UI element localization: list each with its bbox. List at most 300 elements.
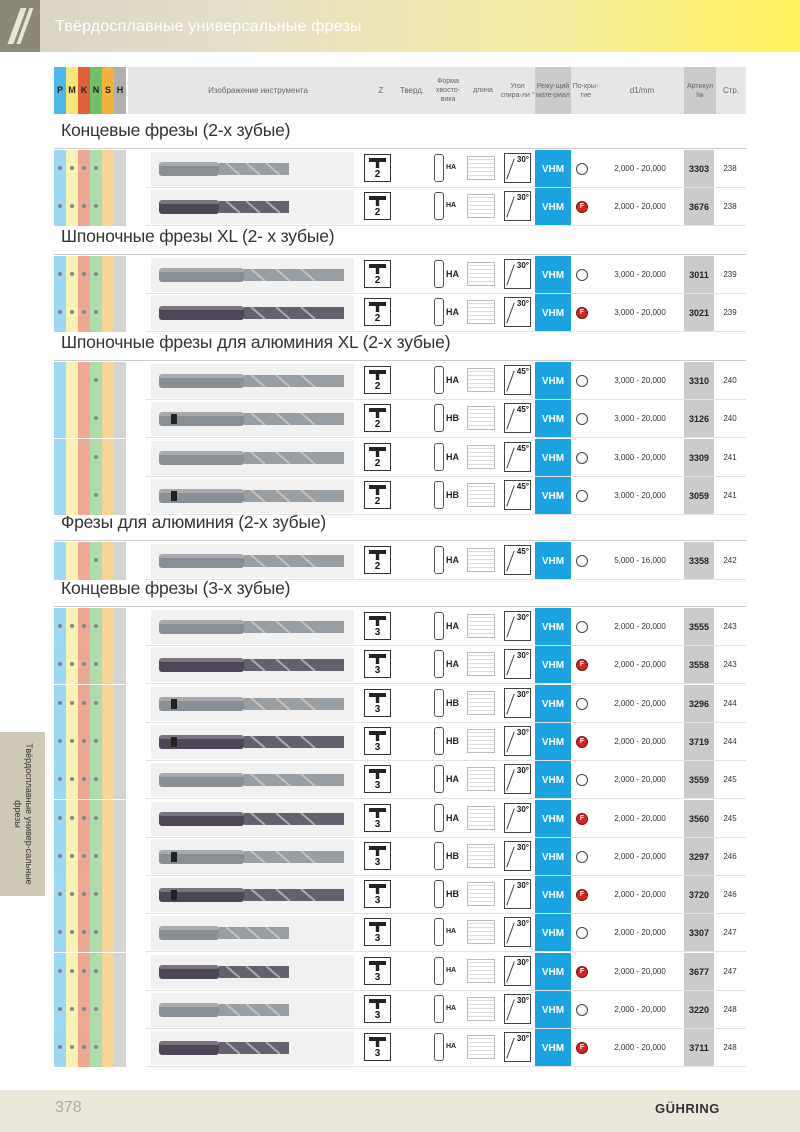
article-number[interactable]: 3126 (684, 400, 714, 438)
suitability-dot-icon (58, 816, 62, 820)
material-cell (114, 838, 126, 876)
page-reference[interactable]: 241 (723, 453, 737, 462)
material-cell (54, 608, 66, 646)
material-cell (66, 400, 78, 438)
material-cell (102, 400, 114, 438)
tool-row[interactable] (54, 256, 746, 294)
cutting-material-badge: VHM (535, 294, 571, 332)
article-number[interactable]: 3011 (684, 256, 714, 294)
suitability-dot-icon (94, 892, 98, 896)
section-divider (54, 254, 746, 255)
cutting-material-badge: VHM (535, 362, 571, 400)
suitability-dot-icon (94, 701, 98, 705)
suitability-dot-icon (58, 1045, 62, 1049)
material-cell (78, 838, 90, 876)
cutting-material-badge: VHM (535, 800, 571, 838)
material-cell (54, 723, 66, 761)
diameter-range: 3,000 - 20,000 (614, 491, 666, 500)
shank-form-icon: HA (434, 298, 466, 326)
suitability-dot-icon (94, 777, 98, 781)
teeth-icon: 2 (364, 443, 391, 471)
page-reference[interactable]: 247 (723, 967, 737, 976)
material-cell (90, 188, 102, 226)
tool-image (151, 1031, 354, 1065)
coating-icon (576, 490, 588, 502)
tool-image (151, 878, 354, 912)
article-number[interactable]: 3303 (684, 150, 714, 188)
material-cell (54, 542, 66, 580)
article-number[interactable]: 3059 (684, 477, 714, 515)
shank-form-icon: HB (434, 880, 466, 908)
material-cell (78, 953, 90, 991)
suitability-dot-icon (82, 310, 86, 314)
section-title: Концевые фрезы (2-х зубые) (61, 120, 291, 140)
length-icon (467, 548, 495, 572)
suitability-dot-icon (82, 204, 86, 208)
diameter-range: 3,000 - 20,000 (614, 414, 666, 423)
tool-row[interactable] (54, 294, 746, 332)
article-number[interactable]: 3021 (684, 294, 714, 332)
material-cell (90, 723, 102, 761)
page-reference[interactable]: 240 (723, 414, 737, 423)
row-divider (146, 951, 746, 952)
material-cell (114, 723, 126, 761)
page-reference[interactable]: 241 (723, 491, 737, 500)
suitability-dot-icon (58, 854, 62, 858)
row-divider (146, 1066, 746, 1067)
tool-image (151, 955, 354, 989)
material-cell (90, 991, 102, 1029)
article-number[interactable]: 3719 (684, 723, 714, 761)
tool-row[interactable] (54, 646, 746, 684)
cutting-material-badge: VHM (535, 150, 571, 188)
section-divider (54, 148, 746, 149)
material-cell (102, 294, 114, 332)
helix-angle-icon: 45° (504, 442, 531, 472)
image-header: Изображение инструмента (148, 67, 368, 114)
column-header (54, 67, 746, 114)
helix-angle-icon: 30° (504, 879, 531, 909)
suitability-dot-icon (94, 854, 98, 858)
teeth-icon: 3 (364, 689, 391, 717)
length-icon (467, 997, 495, 1021)
suitability-dot-icon (94, 204, 98, 208)
material-cell (102, 188, 114, 226)
page-reference[interactable]: 243 (723, 660, 737, 669)
suitability-dot-icon (70, 204, 74, 208)
cutting-material-badge: VHM (535, 608, 571, 646)
article-number[interactable]: 3711 (684, 1029, 714, 1067)
cutting-material-badge: VHM (535, 1029, 571, 1067)
article-number[interactable]: 3296 (684, 685, 714, 723)
article-number[interactable]: 3555 (684, 608, 714, 646)
material-cell (114, 294, 126, 332)
tool-row[interactable] (54, 150, 746, 188)
material-cell (54, 150, 66, 188)
length-icon (467, 844, 495, 868)
material-cell (102, 256, 114, 294)
page-reference[interactable]: 243 (723, 622, 737, 631)
material-cell (66, 188, 78, 226)
cutting-material-badge: VHM (535, 400, 571, 438)
length-icon (467, 368, 495, 392)
tool-image (151, 544, 354, 578)
tool-image (151, 687, 354, 721)
coating-icon (576, 269, 588, 281)
teeth-icon: 2 (364, 546, 391, 574)
article-header: Артикул № (684, 67, 716, 114)
shank-form-icon: HA (434, 154, 466, 182)
material-cell (66, 1029, 78, 1067)
diameter-range: 2,000 - 20,000 (614, 852, 666, 861)
material-cell (54, 761, 66, 799)
suitability-dot-icon (82, 816, 86, 820)
material-cell (66, 761, 78, 799)
article-number[interactable]: 3559 (684, 761, 714, 799)
material-cell (78, 439, 90, 477)
material-cell (78, 685, 90, 723)
page-number: 378 (55, 1099, 82, 1116)
article-number[interactable]: 3676 (684, 188, 714, 226)
material-cell (90, 400, 102, 438)
article-number[interactable]: 3307 (684, 914, 714, 952)
tool-row[interactable] (54, 761, 746, 799)
section-title: Шпоночные фрезы для алюминия XL (2-х зубые) (61, 332, 451, 352)
tool-row[interactable] (54, 723, 746, 761)
tool-row[interactable] (54, 608, 746, 646)
material-cell (102, 800, 114, 838)
page-reference[interactable]: 248 (723, 1043, 737, 1052)
suitability-dot-icon (82, 930, 86, 934)
teeth-icon: 3 (364, 765, 391, 793)
helix-angle-icon: 30° (504, 917, 531, 947)
material-cell (114, 685, 126, 723)
suitability-dot-icon (70, 854, 74, 858)
suitability-dot-icon (94, 455, 98, 459)
tool-row[interactable] (54, 542, 746, 580)
material-cell (78, 723, 90, 761)
page-ref-header: Стр. (716, 67, 746, 114)
suitability-dot-icon (94, 558, 98, 562)
material-cell (78, 914, 90, 952)
shank-form-icon: HA (434, 765, 466, 793)
page-reference[interactable]: 244 (723, 699, 737, 708)
material-cell (54, 914, 66, 952)
material-cell (102, 876, 114, 914)
cutting-material-badge: VHM (535, 761, 571, 799)
shank-form-icon: HA (434, 650, 466, 678)
page-reference[interactable]: 239 (723, 308, 737, 317)
suitability-dot-icon (58, 777, 62, 781)
material-cell (102, 761, 114, 799)
teeth-icon: 3 (364, 957, 391, 985)
coating-icon: F (576, 813, 588, 825)
suitability-dot-icon (58, 272, 62, 276)
material-cell (54, 685, 66, 723)
tool-image (151, 610, 354, 644)
tool-row[interactable] (54, 439, 746, 477)
teeth-icon: 2 (364, 260, 391, 288)
material-cell (114, 646, 126, 684)
tool-row[interactable] (54, 400, 746, 438)
teeth-icon: 3 (364, 918, 391, 946)
article-number[interactable]: 3309 (684, 439, 714, 477)
length-icon (467, 262, 495, 286)
helix-angle-icon: 30° (504, 1032, 531, 1062)
page-reference[interactable]: 238 (723, 202, 737, 211)
material-cell (90, 800, 102, 838)
suitability-dot-icon (94, 310, 98, 314)
material-cell (54, 876, 66, 914)
tool-row[interactable] (54, 876, 746, 914)
material-cell (78, 991, 90, 1029)
suitability-dot-icon (70, 1007, 74, 1011)
suitability-dot-icon (82, 854, 86, 858)
tool-row[interactable] (54, 685, 746, 723)
suitability-dot-icon (58, 166, 62, 170)
section-divider (54, 360, 746, 361)
material-cell (66, 362, 78, 400)
material-cell (102, 991, 114, 1029)
article-number[interactable]: 3720 (684, 876, 714, 914)
helix-header: Угол спира-ли ° (500, 67, 535, 114)
coating-icon: F (576, 1042, 588, 1054)
row-divider (146, 683, 746, 684)
tool-row[interactable] (54, 838, 746, 876)
shank-header: Форма хвосто-вика (430, 67, 466, 114)
helix-angle-icon: 30° (504, 297, 531, 327)
page-reference[interactable]: 239 (723, 270, 737, 279)
shank-form-icon: HA (434, 366, 466, 394)
tool-image (151, 725, 354, 759)
suitability-dot-icon (94, 969, 98, 973)
material-n-header: N (90, 67, 102, 114)
material-cell (114, 542, 126, 580)
tool-row[interactable] (54, 188, 746, 226)
side-tab-label: Твёрдосплавные универ-сальные фрезы (12, 743, 34, 885)
diameter-range: 2,000 - 20,000 (614, 967, 666, 976)
page-reference[interactable]: 246 (723, 852, 737, 861)
material-cell (114, 400, 126, 438)
shank-form-icon: HA (434, 1033, 466, 1061)
shank-form-icon: HA (434, 192, 466, 220)
page-title: Твёрдосплавные универсальные фрезы (55, 18, 362, 35)
material-cell (78, 294, 90, 332)
length-icon (467, 806, 495, 830)
material-cell (90, 646, 102, 684)
cutting-material-badge: VHM (535, 876, 571, 914)
coating-icon (576, 1004, 588, 1016)
shank-form-icon: HB (434, 481, 466, 509)
teeth-icon: 2 (364, 298, 391, 326)
tool-row[interactable] (54, 953, 746, 991)
material-cell (78, 646, 90, 684)
coating-header: По-кры-тие (571, 67, 600, 114)
coating-icon (576, 927, 588, 939)
shank-form-icon: HB (434, 842, 466, 870)
material-cell (54, 439, 66, 477)
cutting-material-header: Режу-щий мате-риал (535, 67, 571, 114)
side-tab[interactable] (0, 732, 45, 896)
helix-angle-icon: 30° (504, 259, 531, 289)
material-cell (66, 294, 78, 332)
material-k-header: K (78, 67, 90, 114)
suitability-dot-icon (94, 378, 98, 382)
shank-form-icon: HB (434, 404, 466, 432)
suitability-dot-icon (94, 662, 98, 666)
tool-row[interactable] (54, 991, 746, 1029)
suitability-dot-icon (82, 1045, 86, 1049)
material-cell (102, 608, 114, 646)
cutting-material-badge: VHM (535, 188, 571, 226)
cutting-material-badge: VHM (535, 256, 571, 294)
tool-image (151, 402, 354, 436)
material-cell (90, 294, 102, 332)
spacer-header (128, 67, 148, 114)
page-reference[interactable]: 245 (723, 814, 737, 823)
material-cell (102, 150, 114, 188)
tool-row[interactable] (54, 1029, 746, 1067)
suitability-dot-icon (94, 1007, 98, 1011)
material-cell (90, 1029, 102, 1067)
material-cell (114, 477, 126, 515)
material-cell (102, 914, 114, 952)
tool-row[interactable] (54, 477, 746, 515)
teeth-icon: 2 (364, 481, 391, 509)
suitability-dot-icon (94, 416, 98, 420)
section-title: Концевые фрезы (3-х зубые) (61, 578, 291, 598)
material-cell (90, 953, 102, 991)
coating-icon: F (576, 736, 588, 748)
material-cell (78, 150, 90, 188)
material-cell (66, 150, 78, 188)
material-cell (102, 953, 114, 991)
material-cell (54, 991, 66, 1029)
length-icon (467, 1035, 495, 1059)
tool-image (151, 993, 354, 1027)
tool-row[interactable] (54, 362, 746, 400)
suitability-dot-icon (94, 930, 98, 934)
article-number[interactable]: 3358 (684, 542, 714, 580)
tool-row[interactable] (54, 800, 746, 838)
material-cell (90, 914, 102, 952)
teeth-icon: 2 (364, 154, 391, 182)
page-reference[interactable]: 246 (723, 890, 737, 899)
material-cell (90, 150, 102, 188)
diameter-range: 5,000 - 16,000 (614, 556, 666, 565)
suitability-dot-icon (82, 662, 86, 666)
material-m-header: M (66, 67, 78, 114)
material-cell (114, 800, 126, 838)
helix-angle-icon: 30° (504, 764, 531, 794)
material-cell (66, 953, 78, 991)
shank-form-icon: HB (434, 689, 466, 717)
article-number[interactable]: 3220 (684, 991, 714, 1029)
length-icon (467, 959, 495, 983)
diameter-range: 2,000 - 20,000 (614, 814, 666, 823)
suitability-dot-icon (58, 701, 62, 705)
cutting-material-badge: VHM (535, 439, 571, 477)
page-reference[interactable]: 242 (723, 556, 737, 565)
page-reference[interactable]: 244 (723, 737, 737, 746)
helix-angle-icon: 30° (504, 726, 531, 756)
material-cell (54, 953, 66, 991)
coating-icon (576, 621, 588, 633)
diameter-range: 2,000 - 20,000 (614, 164, 666, 173)
page-reference[interactable]: 248 (723, 1005, 737, 1014)
suitability-dot-icon (58, 930, 62, 934)
material-cell (66, 800, 78, 838)
material-cell (90, 608, 102, 646)
tool-row[interactable] (54, 914, 746, 952)
article-number[interactable]: 3310 (684, 362, 714, 400)
length-header: длина (466, 67, 500, 114)
tool-image (151, 364, 354, 398)
article-number[interactable]: 3558 (684, 646, 714, 684)
suitability-dot-icon (94, 493, 98, 497)
material-cell (90, 761, 102, 799)
suitability-dot-icon (70, 1045, 74, 1049)
page-reference[interactable]: 247 (723, 928, 737, 937)
material-cell (78, 188, 90, 226)
teeth-icon: 3 (364, 727, 391, 755)
material-cell (114, 991, 126, 1029)
diameter-range: 3,000 - 20,000 (614, 376, 666, 385)
helix-angle-icon: 30° (504, 956, 531, 986)
teeth-icon: 3 (364, 804, 391, 832)
material-cell (54, 1029, 66, 1067)
article-number[interactable]: 3677 (684, 953, 714, 991)
teeth-icon: 3 (364, 842, 391, 870)
article-number[interactable]: 3297 (684, 838, 714, 876)
tool-image (151, 479, 354, 513)
shank-form-icon: HA (434, 957, 466, 985)
teeth-icon: 3 (364, 995, 391, 1023)
helix-angle-icon: 30° (504, 191, 531, 221)
material-cell (66, 439, 78, 477)
material-cell (90, 876, 102, 914)
row-divider (146, 437, 746, 438)
cutting-material-badge: VHM (535, 646, 571, 684)
suitability-dot-icon (70, 662, 74, 666)
page-reference[interactable]: 245 (723, 775, 737, 784)
material-cell (102, 439, 114, 477)
diameter-range: 2,000 - 20,000 (614, 928, 666, 937)
material-cell (114, 761, 126, 799)
helix-angle-icon: 30° (504, 153, 531, 183)
cutting-material-badge: VHM (535, 542, 571, 580)
page-reference[interactable]: 238 (723, 164, 737, 173)
diameter-header: d1/mm (600, 67, 684, 114)
page-reference[interactable]: 240 (723, 376, 737, 385)
article-number[interactable]: 3560 (684, 800, 714, 838)
suitability-dot-icon (94, 816, 98, 820)
suitability-dot-icon (82, 739, 86, 743)
material-cell (114, 256, 126, 294)
material-cell (78, 608, 90, 646)
material-cell (114, 188, 126, 226)
cutting-material-badge: VHM (535, 953, 571, 991)
material-cell (78, 800, 90, 838)
helix-angle-icon: 30° (504, 649, 531, 679)
teeth-icon: 3 (364, 880, 391, 908)
suitability-dot-icon (82, 1007, 86, 1011)
material-cell (90, 838, 102, 876)
material-cell (102, 542, 114, 580)
material-cell (90, 477, 102, 515)
suitability-dot-icon (70, 701, 74, 705)
material-p-header: P (54, 67, 66, 114)
